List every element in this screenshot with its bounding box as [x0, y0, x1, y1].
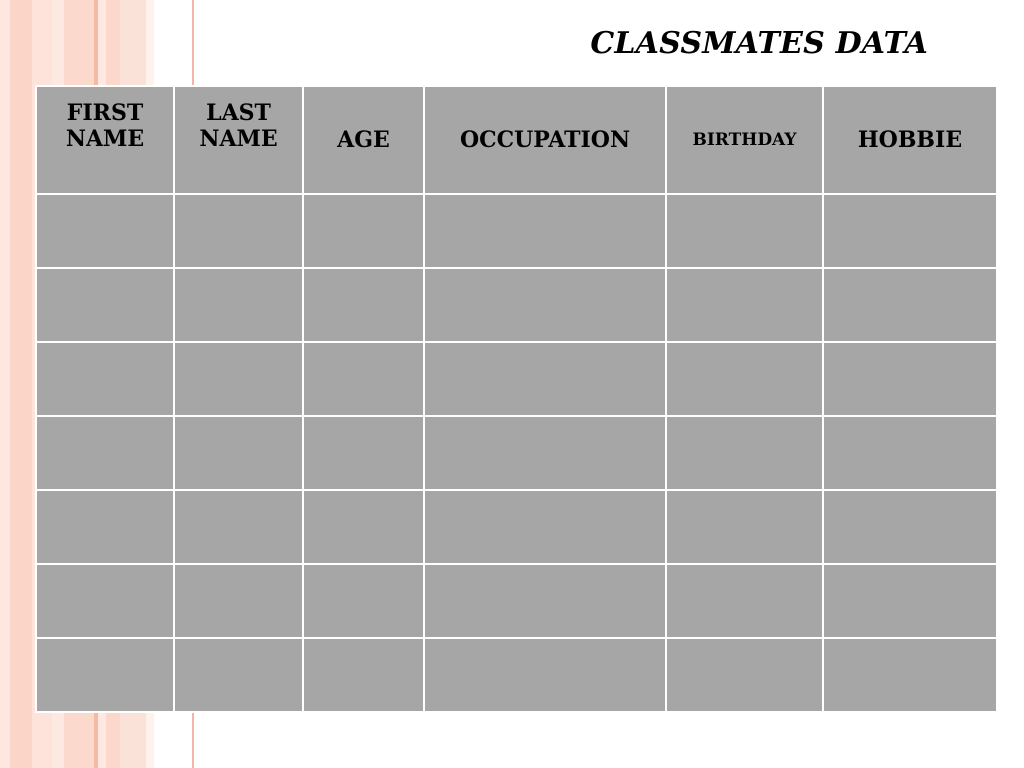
table-row — [36, 342, 997, 416]
table-cell — [303, 268, 424, 342]
table-cell — [424, 194, 666, 268]
table-cell — [174, 268, 303, 342]
table-cell — [36, 194, 174, 268]
table-cell — [823, 342, 997, 416]
slide-title: CLASSMATES DATA — [590, 26, 928, 61]
column-header-age: AGE — [303, 86, 424, 194]
table-cell — [823, 564, 997, 638]
table-cell — [36, 416, 174, 490]
table-cell — [666, 564, 823, 638]
table-cell — [666, 342, 823, 416]
table-cell — [666, 490, 823, 564]
table-cell — [424, 342, 666, 416]
column-header-occupation: OCCUPATION — [424, 86, 666, 194]
table-cell — [303, 194, 424, 268]
table-row — [36, 416, 997, 490]
table-row — [36, 490, 997, 564]
table-cell — [303, 416, 424, 490]
table-cell — [823, 194, 997, 268]
table-header-row — [36, 86, 997, 194]
table-cell — [424, 490, 666, 564]
classmates-table — [35, 85, 998, 713]
table-cell — [36, 564, 174, 638]
table-cell — [823, 416, 997, 490]
table-cell — [303, 342, 424, 416]
table-cell — [424, 416, 666, 490]
table-cell — [424, 268, 666, 342]
table-cell — [174, 490, 303, 564]
table-cell — [174, 342, 303, 416]
table-cell — [36, 342, 174, 416]
column-header-hobbie: HOBBIE — [823, 86, 997, 194]
table-cell — [666, 268, 823, 342]
table-cell — [823, 490, 997, 564]
column-header-birthday: BIRTHDAY — [666, 86, 823, 194]
table-row — [36, 638, 997, 712]
table-cell — [424, 564, 666, 638]
column-header-last-name: LAST NAME — [174, 86, 303, 194]
table-cell — [174, 564, 303, 638]
decor-stripe — [10, 0, 32, 768]
table-cell — [36, 268, 174, 342]
table-cell — [823, 268, 997, 342]
table-row — [36, 194, 997, 268]
table-cell — [823, 638, 997, 712]
table-cell — [36, 638, 174, 712]
table-cell — [666, 194, 823, 268]
table-row — [36, 268, 997, 342]
table-cell — [303, 490, 424, 564]
table-cell — [666, 638, 823, 712]
column-header-first-name: FIRST NAME — [36, 86, 174, 194]
table-cell — [174, 416, 303, 490]
table-cell — [303, 638, 424, 712]
decor-stripe — [0, 0, 10, 768]
table-cell — [424, 638, 666, 712]
table-row — [36, 564, 997, 638]
table-cell — [174, 194, 303, 268]
table-cell — [36, 490, 174, 564]
table-cell — [666, 416, 823, 490]
table-cell — [303, 564, 424, 638]
table-cell — [174, 638, 303, 712]
